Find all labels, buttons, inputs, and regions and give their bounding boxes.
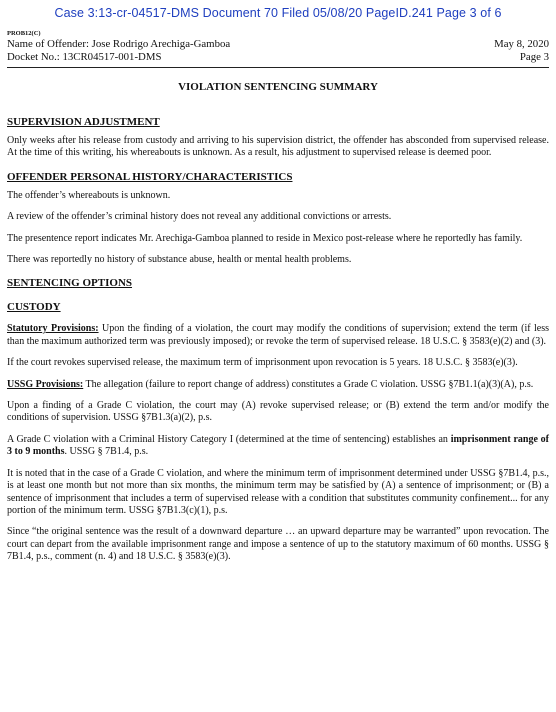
statutory-provisions-paragraph xyxy=(7,323,549,348)
history-paragraph-4: There was reportedly no history of substance abuse, health or mental health problems. xyxy=(7,254,352,266)
header-left xyxy=(7,38,230,64)
minimum-term-paragraph: It is noted that in the case of a Grade C violation, and where the minimum term of imprisonment determined under USSG §7B1.4, p.s., is at least one month but not more than six months, the minimum term may be satisfied by (A) a sentence of imprisonment; or (B) a sentence of imprisonment that includes a term of supervised release with a condition that substitutes community confinement... for any portion of the minimum term. USSG §7B1.3(c)(1), p.s. xyxy=(7,467,549,516)
document-page xyxy=(7,30,549,564)
statutory-provisions-label: Statutory Provisions: xyxy=(7,323,99,335)
header-divider xyxy=(7,67,549,68)
supervision-paragraph: Only weeks after his release from custody and arriving to his supervision district, the offender has absconded from supervised release. At the time of this writing, his whereabouts is unknown. As a result, his adjustment to supervised release is deemed poor. xyxy=(7,135,549,159)
docket-number: Docket No.: 13CR04517-001-DMS xyxy=(7,51,162,63)
page-number: Page 3 xyxy=(519,51,549,63)
section-heading-custody: CUSTODY xyxy=(7,301,61,314)
section-heading-supervision: SUPERVISION ADJUSTMENT xyxy=(7,116,160,128)
range-text-pre: A Grade C violation with a Criminal History Category I (determined at the time of sentencing) establishes an xyxy=(7,433,451,445)
history-paragraph-3: The presentence report indicates Mr. Arechiga-Gamboa planned to reside in Mexico post-release where he reportedly has family. xyxy=(7,232,523,244)
ussg-provisions-label: USSG Provisions: xyxy=(7,378,84,390)
revocation-paragraph: If the court revokes supervised release, the maximum term of imprisonment upon revocation is 5 years. 18 U.S.C. § 3583(e)(3). xyxy=(7,357,518,369)
section-heading-options: SENTENCING OPTIONS xyxy=(7,277,133,290)
range-text-post: . USSG § 7B1.4, p.s. xyxy=(64,446,149,458)
offender-name: Name of Offender: Jose Rodrigo Arechiga-Gamboa xyxy=(7,38,231,50)
court-filing-stamp: Case 3:13-cr-04517-DMS Document 70 Filed 05/08/20 PageID.241 Page 3 of 6 xyxy=(54,6,502,20)
document-date: May 8, 2020 xyxy=(494,38,549,50)
grade-c-paragraph: Upon a finding of a Grade C violation, the court may (A) revoke supervised release; or (B) extend the term and/or modify the conditions of supervision. USSG §7B1.3(a)(2), p.s. xyxy=(7,400,549,424)
statutory-provisions-text: Upon the finding of a violation, the court may modify the conditions of supervision; extend the term (if less than the maximum authorized term was previously imposed); or revoke the term of supervised release. 18 U.S.C. § 3583(e)(2) and (3). xyxy=(7,323,549,347)
history-paragraph-1: The offender’s whereabouts is unknown. xyxy=(7,189,171,201)
form-code: PROB12(C) xyxy=(7,30,41,37)
history-paragraph-2: A review of the offender’s criminal history does not reveal any additional convictions or arrests. xyxy=(7,211,392,223)
section-heading-history: OFFENDER PERSONAL HISTORY/CHARACTERISTICS xyxy=(7,170,293,183)
ussg-provisions-text: The allegation (failure to report change of address) constitutes a Grade C violation. USSG §7B1.1(a)(3)(A), p.s. xyxy=(83,378,534,390)
header-right xyxy=(494,38,549,64)
departure-paragraph: Since “the original sentence was the result of a downward departure … an upward departure may be warranted” upon revocation. The court can depart from the available imprisonment range and impose a sentence of up to the statutory maximum of 60 months. USSG § 7B1.4, p.s., comment (n. 4) and 18 U.S.C. § 3583(e)(3). xyxy=(7,526,549,563)
ussg-provisions-paragraph xyxy=(7,379,549,391)
document-header xyxy=(7,38,549,64)
imprisonment-range-paragraph xyxy=(7,434,549,459)
document-title: VIOLATION SENTENCING SUMMARY xyxy=(178,81,378,93)
range-text-bold: imprisonment range of 3 to 9 months xyxy=(7,433,549,458)
